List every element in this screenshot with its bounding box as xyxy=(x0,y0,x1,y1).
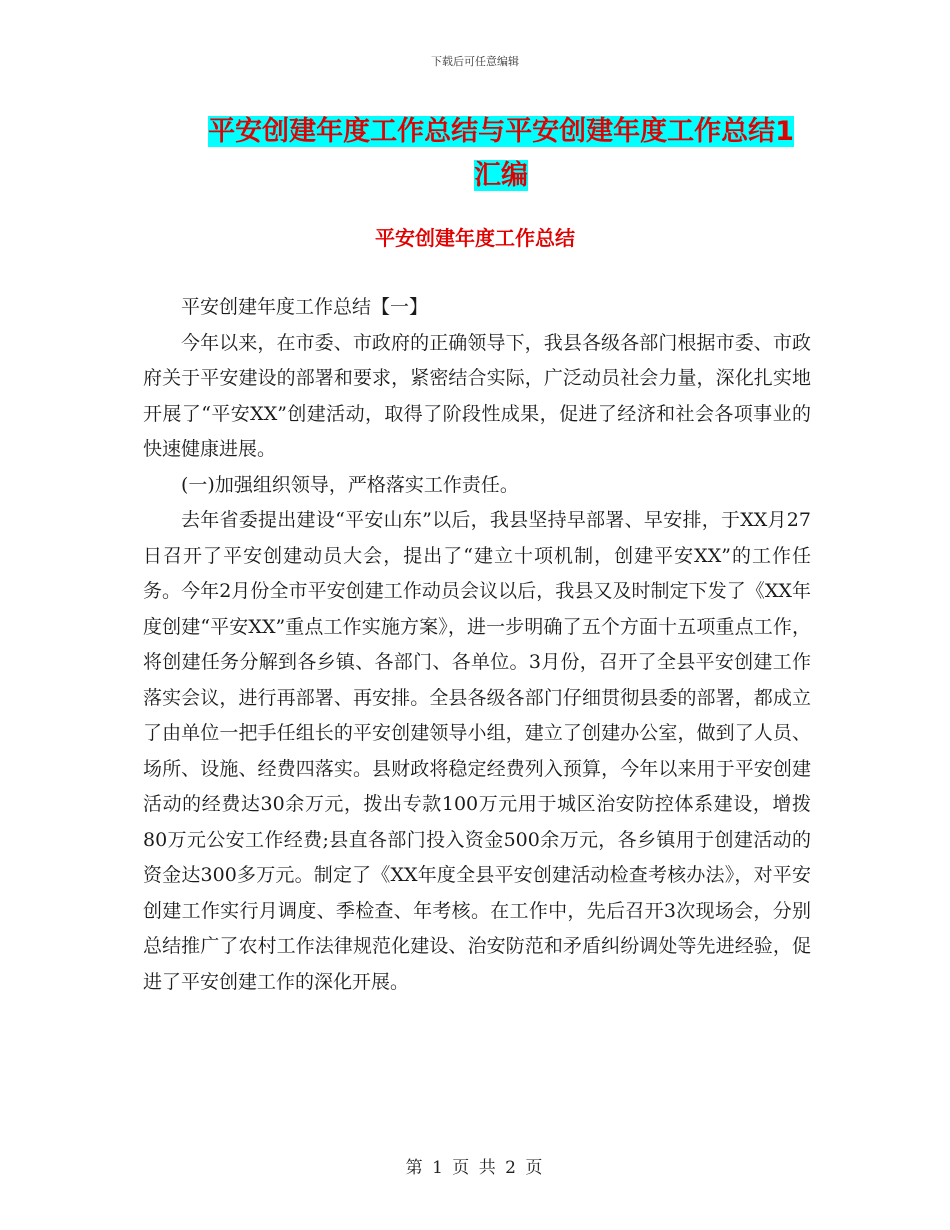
section-title: 平安创建年度工作总结 xyxy=(375,226,575,250)
paragraph-heading: 平安创建年度工作总结【一】 xyxy=(181,296,429,318)
page-footer: 第 1 页 共 2 页 xyxy=(405,1158,545,1178)
body-text xyxy=(143,290,811,1000)
paragraph: 今年以来，在市委、市政府的正确领导下，我县各级各部门根据市委、市政府关于平安建设的部署和要求，紧密结合实际，广泛动员社会力量，深化扎实地开展了“平安XX”创建活动，取得了阶段性成果，促进了经济和社会各项事业的快速健康进展。 xyxy=(143,331,811,460)
header-note: 下载后可任意编辑 xyxy=(431,55,519,68)
document-title-text: 平安创建年度工作总结与平安创建年度工作总结1汇编 xyxy=(208,116,794,191)
document-title xyxy=(195,110,807,198)
paragraph-subheading: (一)加强组织领导，严格落实工作责任。 xyxy=(181,473,519,496)
paragraph: 去年省委提出建设“平安山东”以后，我县坚持早部署、早安排，于XX月27日召开了平安创建动员大会，提出了“建立十项机制，创建平安XX”的工作任务。今年2月份全市平安创建工作动员会议以后，我县又及时制定下发了《XX年度创建“平安XX”重点工作实施方案》，进一步明确了五个方面十五项重点工作，将创建任务分解到各乡镇、各部门、各单位。3月份，召开了全县平安创建工作落实会议，进行再部署、再安排。全县各级各部门仔细贯彻县委的部署，都成立了由单位一把手任组长的平安创建领导小组，建立了创建办公室，做到了人员、场所、设施、经费四落实。县财政将稳定经费列入预算，今年以来用于平安创建活动的经费达30余万元，拨出专款100万元用于城区治安防控体系建设，增拨80万元公安工作经费;县直各部门投入资金500余万元，各乡镇用于创建活动的资金达300多万元。制定了《XX年度全县平安创建活动检查考核办法》，对平安创建工作实行月调度、季检查、年考核。在工作中，先后召开3次现场会，分别总结推广了农村工作法律规范化建设、治安防范和矛盾纠纷调处等先进经验，促进了平安创建工作的深化开展。 xyxy=(143,509,811,993)
